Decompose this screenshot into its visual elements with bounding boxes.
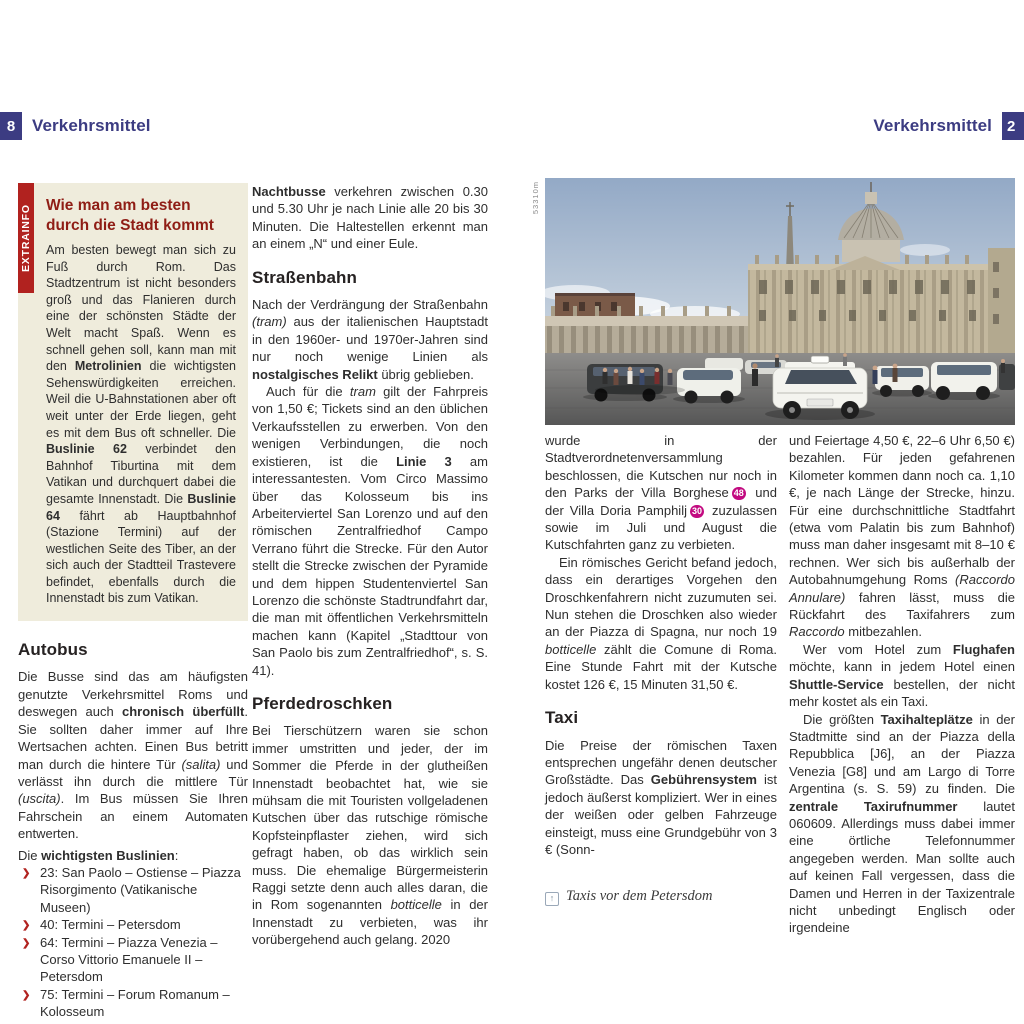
right-page-number-block — [1002, 112, 1024, 140]
nachtbusse-paragraph: Nachtbusse verkehren zwischen 0.30 und 5.30 Uhr je nach Linie alle 20 bis 30 Minuten. Die Haltestellen erkennt man an einem „N“ und einer Eule. — [252, 184, 488, 252]
heading-autobus: Autobus — [18, 640, 88, 660]
strassenbahn-paragraph-2: Auch für die tram gilt der Fahrpreis von 1,50 €; Tickets sind an den üblichen Verkaufsstellen zu erwerben. Von den wenigen Verbindungen, die noch existieren, ist die Linie 3 am interessantesten. Vom Circo Massimo über das Kolosseum bis ins Arbeiterviertel San Lorenzo und auf den römischen Zentralfriedhof Campo Verrano führt die Strecke. Für den Autor stellt die Strecke zwischen der Pyramide und dem hippen Studentenviertel San Lorenzo die schönste Stadtrundfahrt dar, die man mit öffentlichen Verkehrsmitteln machen kann (Kapitel „Stadttour von San Paolo bis zum Zentralfriedhof“, s. S. 41). — [252, 384, 488, 678]
right-building — [988, 248, 1015, 355]
busline-item — [18, 986, 248, 1021]
left-page-number-block — [0, 112, 22, 140]
right-running-head: Verkehrsmittel — [873, 116, 992, 135]
busline-text: 40: Termini – Petersdom — [40, 917, 181, 933]
kutschen-paragraph-2: Ein römisches Gericht befand jedoch, dass ein derartiges Vorgehen den Droschkenfahrern nicht zuzumuten sei. Nun stehen die Droschken also wieder an der Piazza di Spagna, nur noch 19 botticelle zählt die Comune di Roma. Eine Stunde Fahrt mit der Kutsche kostet 126 €, 15 Minuten 31,50 €. — [545, 554, 777, 692]
busline-text: 64: Termini – Piazza Venezia – Corso Vittorio Emanuele II – Petersdom — [40, 934, 218, 985]
chevron-icon: ❯ — [22, 989, 31, 1001]
left-column-2 — [252, 183, 488, 949]
extrainfo-box — [18, 183, 248, 621]
left-page-number: 8 — [6, 117, 16, 135]
map-number-badge: 48 — [733, 488, 744, 499]
strassenbahn-paragraph-1: Nach der Verdrängung der Straßenbahn (tram) aus der italienischen Hauptstadt in den 1960er- und 1970er-Jahren sind nur noch wenige Linien als nostalgisches Relikt übrig geblieben. — [252, 297, 488, 382]
busline-item — [18, 934, 248, 986]
right-column-1 — [545, 432, 777, 906]
extrainfo-title: Wie man am besten durch die Stadt kommt — [46, 197, 214, 234]
busline-item — [18, 864, 248, 916]
petersdom-photo-graphic — [545, 178, 1015, 425]
heading-taxi: Taxi — [545, 708, 579, 728]
petersdom-photo — [545, 178, 1015, 425]
kutschen-paragraph-1: wurde in der Stadtverordnetenversammlung beschlossen, die Kutschen nur noch in den Parks der Villa Borghese 48 und der Villa Doria Pamphilj 30 zuzulassen sowie im Juli und August die Kutschfahrten ganz zu verbieten. — [545, 433, 777, 553]
chevron-icon: ❯ — [22, 937, 31, 949]
chevron-icon: ❯ — [22, 867, 31, 879]
taxihalteplaetze-paragraph: Die größten Taxihalteplätze in der Stadtmitte sind an der Piazza della Repubblica [J6], an der Piazza Venezia [G8] und am Largo di Torre Argentina (s. S. 59) zu finden. Die zentrale Taxirufnummer lautet 060609. Allerdings muss dabei immer eine örtliche Telefonnummer angegeben werden. Man sollte auch auf keinen Fall vergessen, dass die Damen und Herren in der Taxizentrale nicht unbedingt Englisch oder irgendeine — [789, 711, 1015, 936]
busline-text: 75: Termini – Forum Romanum – Kolosseum — [40, 986, 230, 1020]
left-column-1 — [18, 183, 248, 1021]
busline-text: 23: San Paolo – Ostiense – Piazza Risorgimento (Vatikanische Museen) — [40, 864, 241, 915]
taxi-tarif-paragraph: und Feiertage 4,50 €, 22–6 Uhr 6,50 €) bezahlen. Für jeden gefahrenen Kilometer kommen dann noch ca. 1,10 €, je nach Länge der Strecke, hinzu. Für eine durchschnittliche Stadtfahrt (etwa vom Palatin bis zum Bahnhof) muss man daher insgesamt mit 8–10 € rechnen. Wer sich bis außerhalb der Autobahnumgehung Roms (Raccordo Annulare) fahren lässt, muss die Rückfahrt des Taxifahrers zum Raccordo mitbezahlen. — [789, 433, 1015, 640]
extrainfo-body: Am besten bewegt man sich zu Fuß durch Rom. Das Stadtzentrum ist nicht besonders groß und das Flanieren durch eine der schönsten Städte der Welt macht Spaß. Wenn es schnell gehen soll, kann man mit den Metrolinien die wichtigsten Sehenswürdigkeiten erreichen. Weil die U-Bahnstationen aber oft weit unter der Erde liegen, geht es mit dem Bus oft schneller. Die Buslinie 62 verbindet den Bahnhof Tiburtina mit dem Vatikan und durchquert dabei die gesamte Innenstadt. Die Buslinie 64 fährt ab Hauptbahnhof (Stazione Termini) auf der westlichen Seite des Tiber, an der sich auch der Stadtteil Trastevere befindet, ebenfalls durch die Innenstadt bis zum Vatikan. — [46, 243, 236, 606]
flughafen-paragraph: Wer vom Hotel zum Flughafen möchte, kann in jedem Hotel einen Shuttle-Service bestellen, der nicht mehr kostet als ein Taxi. — [789, 641, 1015, 710]
busline-item — [18, 916, 248, 933]
chevron-icon: ❯ — [22, 920, 31, 932]
map-number-badge: 30 — [691, 505, 702, 516]
taxi-paragraph: Die Preise der römischen Taxen entsprechen ungefähr denen deutscher Großstädte. Das Gebührensystem ist jedoch äußerst kompliziert. Wer in eines der weißen oder gelben Fahrzeuge einsteigt, muss eine Grundgebühr von 3 € (Sonn- — [545, 737, 777, 857]
autobus-paragraph: Die Busse sind das am häufigsten genutzte Verkehrsmittel Roms und deswegen auch chronisch überfüllt. Sie sollten daher immer auf Ihre Wertsachen achten. Einen Bus betritt man durch die hintere Tür (salita) und verlässt ihn durch die mittlere Tür (uscita). Im Bus müssen Sie Ihren Fahrschein an einem Automaten entwerten. — [18, 669, 248, 842]
heading-strassenbahn: Straßenbahn — [252, 267, 358, 287]
buslines-intro: Die wichtigsten Buslinien: — [18, 847, 179, 863]
photo-credit: 53310m — [531, 181, 540, 215]
left-running-head: Verkehrsmittel — [32, 116, 151, 135]
photo-caption — [545, 888, 777, 906]
pferdedroschken-paragraph: Bei Tierschützern waren sie schon immer umstritten und jeder, der im Sommer die Pferde in der glutheißen Innenstadt beobachtet hat, wie sie mühsam die mit Touristen vollgeladenen Kutschen über das rutschige römische Kopfsteinpflaster ziehen, wird sich gefragt haben, ob das wirklich sein muss. Die ehemalige Bürgermeisterin Raggi setzte denn auch alles daran, die in Rom sogenannten botticelle in der Innenstadt zu verbieten, was ihr vorübergehend auch gelang. 2020 — [252, 723, 488, 948]
right-column-2 — [789, 432, 1015, 937]
heading-pferdedroschken: Pferdedroschken — [252, 693, 393, 713]
photo-ref-up-icon: ↑ — [545, 892, 559, 906]
photo-caption-text: Taxis vor dem Petersdom — [566, 888, 713, 905]
right-page-number: 2 — [1007, 117, 1016, 135]
extrainfo-tag: EXTRAINFO — [18, 183, 34, 293]
